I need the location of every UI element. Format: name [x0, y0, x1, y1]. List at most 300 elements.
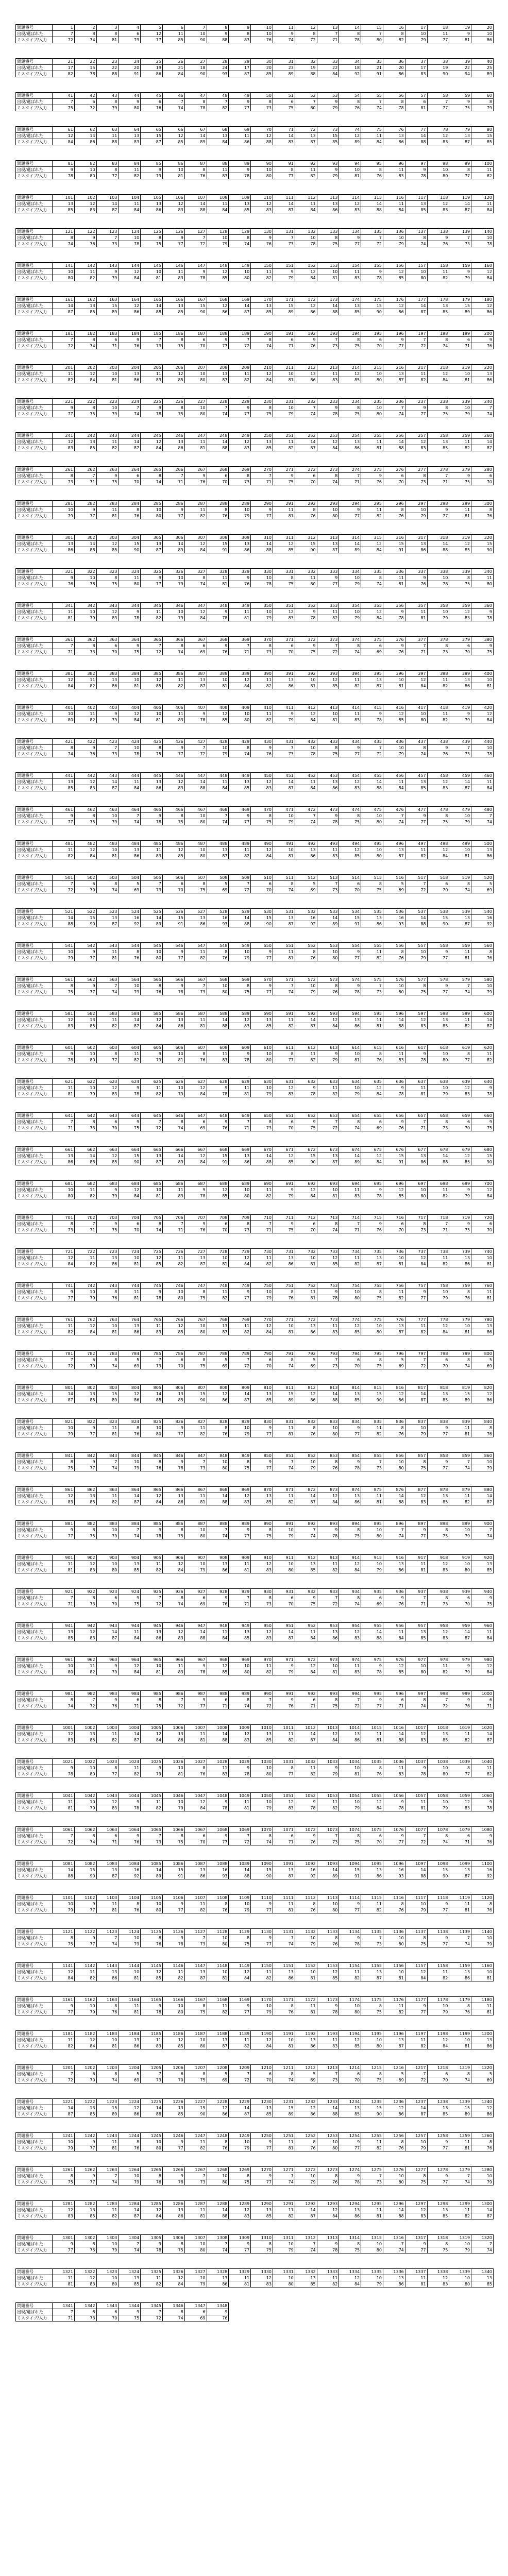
- value-cell: 73: [141, 1363, 163, 1369]
- value-cell: 121: [53, 229, 75, 235]
- value-cell: 99: [449, 161, 471, 167]
- value-cell: 267: [184, 467, 207, 473]
- value-cell: 852: [295, 1453, 317, 1459]
- value-cell: 42: [74, 93, 96, 99]
- value-cell: 79: [273, 819, 295, 825]
- value-cell: 12: [295, 303, 317, 309]
- value-cell: 72: [317, 1125, 339, 1131]
- value-cell: 76: [471, 1839, 494, 1845]
- value-cell: 12: [53, 1017, 75, 1023]
- value-cell: 86: [471, 2043, 494, 2049]
- value-cell: 84: [74, 853, 96, 859]
- value-cell: 71: [251, 1227, 273, 1233]
- value-cell: 661: [53, 1147, 75, 1153]
- value-cell: 82: [449, 1023, 471, 1029]
- value-cell: 1058: [427, 1793, 449, 1799]
- value-cell: 9: [427, 2139, 449, 2145]
- value-cell: 749: [229, 1283, 251, 1289]
- value-cell: 85: [339, 309, 361, 315]
- value-cell: 8: [96, 2003, 118, 2009]
- value-cell: 1002: [74, 1725, 96, 1731]
- value-cell: 84: [361, 615, 383, 621]
- data-block: [15, 534, 494, 553]
- value-cell: 613: [317, 1045, 339, 1051]
- value-cell: 71: [405, 649, 427, 655]
- value-cell: 84: [229, 683, 251, 689]
- row-label: 出現/選ばれた: [16, 201, 53, 207]
- value-cell: 956: [383, 1623, 405, 1629]
- value-cell: 10: [295, 2173, 317, 2179]
- value-cell: 11: [141, 1561, 163, 1567]
- value-cell: 74: [118, 819, 141, 825]
- value-cell: 693: [317, 1181, 339, 1187]
- value-cell: 6: [207, 473, 229, 479]
- value-cell: 10: [339, 1765, 361, 1771]
- value-cell: 86: [162, 445, 184, 451]
- value-cell: 74: [383, 1533, 405, 1539]
- value-cell: 81: [96, 2043, 118, 2049]
- value-cell: 11: [449, 2139, 471, 2145]
- value-cell: 87: [53, 309, 75, 315]
- value-cell: 9: [449, 1663, 471, 1669]
- value-cell: 694: [339, 1181, 361, 1187]
- value-cell: 81: [118, 1261, 141, 1267]
- value-cell: 623: [96, 1079, 118, 1085]
- value-cell: 444: [118, 773, 141, 779]
- value-cell: 10: [295, 1969, 317, 1975]
- value-cell: 575: [361, 977, 383, 983]
- row-label: ミスタイプ/入力: [16, 1465, 53, 1471]
- value-cell: 81: [96, 1907, 118, 1913]
- value-cell: 1087: [184, 1861, 207, 1867]
- value-cell: 827: [184, 1419, 207, 1425]
- number-row: [16, 875, 494, 881]
- value-cell: 78: [317, 819, 339, 825]
- value-cell: 77: [405, 819, 427, 825]
- value-cell: 8: [449, 575, 471, 581]
- count-row: [16, 677, 494, 683]
- value-cell: 434: [339, 739, 361, 745]
- value-cell: 9: [53, 1051, 75, 1057]
- value-cell: 905: [141, 1555, 163, 1561]
- value-cell: 1068: [207, 1827, 229, 1833]
- value-cell: 74: [339, 1601, 361, 1607]
- value-cell: 85: [405, 1635, 427, 1641]
- value-cell: 79: [295, 1465, 317, 1471]
- value-cell: 347: [184, 603, 207, 609]
- value-cell: 16: [383, 1867, 405, 1873]
- value-cell: 80: [361, 819, 383, 825]
- value-cell: 10: [207, 677, 229, 683]
- value-cell: 9: [251, 2139, 273, 2145]
- value-cell: 81: [405, 1091, 427, 1097]
- value-cell: 29: [229, 59, 251, 65]
- value-cell: 77: [251, 513, 273, 519]
- value-cell: 13: [251, 1391, 273, 1397]
- value-cell: 1253: [317, 2133, 339, 2139]
- value-cell: 82: [471, 1771, 494, 1777]
- value-cell: 9: [317, 2241, 339, 2247]
- value-cell: 10: [471, 677, 494, 683]
- value-cell: 81: [295, 1975, 317, 1981]
- row-label: ミスタイプ/入力: [16, 717, 53, 723]
- value-cell: 10: [361, 1323, 383, 1329]
- row-label: ミスタイプ/入力: [16, 513, 53, 519]
- value-cell: 894: [339, 1521, 361, 1527]
- row-label: 問題番号: [16, 603, 53, 609]
- value-cell: 128: [207, 229, 229, 235]
- value-cell: 83: [317, 1329, 339, 1335]
- value-cell: 506: [162, 875, 184, 881]
- row-label: ミスタイプ/入力: [16, 1159, 53, 1165]
- count-row: [16, 2207, 494, 2213]
- value-cell: 278: [427, 467, 449, 473]
- value-cell: 78: [207, 1091, 229, 1097]
- value-cell: 160: [471, 263, 494, 269]
- value-cell: 97: [405, 161, 427, 167]
- value-cell: 88: [383, 1023, 405, 1029]
- value-cell: 89: [141, 921, 163, 927]
- value-cell: 9: [53, 1527, 75, 1533]
- value-cell: 84: [361, 547, 383, 553]
- value-cell: 89: [471, 71, 494, 77]
- value-cell: 85: [229, 207, 251, 213]
- value-cell: 12: [118, 2105, 141, 2111]
- value-cell: 1217: [405, 2065, 427, 2071]
- value-cell: 1001: [53, 1725, 75, 1731]
- value-cell: 637: [405, 1079, 427, 1085]
- block-spacer: [15, 1267, 495, 1282]
- value-cell: 577: [405, 977, 427, 983]
- value-cell: 1008: [207, 1725, 229, 1731]
- value-cell: 9: [339, 2173, 361, 2179]
- value-cell: 216: [383, 365, 405, 371]
- value-cell: 166: [162, 297, 184, 303]
- count-row: [16, 133, 494, 139]
- value-cell: 90: [361, 309, 383, 315]
- value-cell: 536: [383, 909, 405, 915]
- value-cell: 10: [141, 1663, 163, 1669]
- count-row: [16, 1425, 494, 1431]
- data-block: [15, 2064, 494, 2083]
- percent-row: [16, 1975, 494, 1981]
- value-cell: 8: [471, 949, 494, 955]
- value-cell: 920: [471, 1555, 494, 1561]
- value-cell: 14: [118, 439, 141, 445]
- value-cell: 82: [184, 1907, 207, 1913]
- value-cell: 69: [184, 1125, 207, 1131]
- value-cell: 12: [383, 269, 405, 275]
- value-cell: 83: [162, 275, 184, 281]
- value-cell: 83: [405, 1737, 427, 1743]
- value-cell: 9: [53, 405, 75, 411]
- value-cell: 77: [162, 1907, 184, 1913]
- value-cell: 8: [229, 31, 251, 37]
- value-cell: 851: [273, 1453, 295, 1459]
- value-cell: 544: [118, 943, 141, 949]
- value-cell: 79: [207, 241, 229, 247]
- value-cell: 884: [118, 1521, 141, 1527]
- value-cell: 748: [207, 1283, 229, 1289]
- block-spacer: [15, 2117, 495, 2132]
- value-cell: 9: [361, 269, 383, 275]
- value-cell: 12: [405, 1493, 427, 1499]
- value-cell: 1261: [53, 2167, 75, 2173]
- value-cell: 364: [118, 637, 141, 643]
- value-cell: 1064: [118, 1827, 141, 1833]
- value-cell: 1067: [184, 1827, 207, 1833]
- value-cell: 1118: [427, 1895, 449, 1901]
- value-cell: 79: [405, 513, 427, 519]
- value-cell: 12: [96, 609, 118, 615]
- percent-row: [16, 71, 494, 77]
- value-cell: 11: [295, 167, 317, 173]
- value-cell: 13: [339, 439, 361, 445]
- value-cell: 13: [74, 1017, 96, 1023]
- row-label: 出現/選ばれた: [16, 609, 53, 615]
- value-cell: 69: [471, 887, 494, 893]
- value-cell: 76: [317, 1465, 339, 1471]
- value-cell: 1108: [207, 1895, 229, 1901]
- value-cell: 10: [251, 1085, 273, 1091]
- value-cell: 10: [405, 2139, 427, 2145]
- value-cell: 13: [184, 1255, 207, 1261]
- count-row: [16, 1153, 494, 1159]
- value-cell: 86: [184, 921, 207, 927]
- value-cell: 80: [317, 1431, 339, 1437]
- value-cell: 80: [141, 513, 163, 519]
- value-cell: 13: [273, 1969, 295, 1975]
- value-cell: 708: [207, 1215, 229, 1221]
- value-cell: 1136: [383, 1929, 405, 1935]
- value-cell: 7: [96, 983, 118, 989]
- count-row: [16, 439, 494, 445]
- value-cell: 9: [118, 1119, 141, 1125]
- value-cell: 899: [449, 1521, 471, 1527]
- value-cell: 460: [471, 773, 494, 779]
- value-cell: 1009: [229, 1725, 251, 1731]
- value-cell: 83: [53, 1737, 75, 1743]
- value-cell: 10: [207, 983, 229, 989]
- row-label: 出現/選ばれた: [16, 507, 53, 513]
- value-cell: 85: [251, 445, 273, 451]
- value-cell: 10: [383, 745, 405, 751]
- value-cell: 69: [184, 1601, 207, 1607]
- count-row: [16, 235, 494, 241]
- value-cell: 9: [229, 167, 251, 173]
- value-cell: 258: [427, 433, 449, 439]
- value-cell: 13: [317, 779, 339, 785]
- value-cell: 78: [317, 1295, 339, 1301]
- value-cell: 1078: [427, 1827, 449, 1833]
- value-cell: 84: [207, 207, 229, 213]
- value-cell: 177: [405, 297, 427, 303]
- value-cell: 709: [229, 1215, 251, 1221]
- value-cell: 250: [251, 433, 273, 439]
- row-label: ミスタイプ/入力: [16, 1533, 53, 1539]
- value-cell: 73: [273, 751, 295, 757]
- value-cell: 1057: [405, 1793, 427, 1799]
- value-cell: 74: [184, 581, 207, 587]
- number-row: [16, 2031, 494, 2037]
- value-cell: 11: [471, 1765, 494, 1771]
- value-cell: 10: [74, 1765, 96, 1771]
- data-block: [15, 670, 494, 689]
- count-row: [16, 1561, 494, 1567]
- value-cell: 8: [96, 167, 118, 173]
- value-cell: 85: [162, 1397, 184, 1403]
- value-cell: 13: [184, 915, 207, 921]
- value-cell: 1285: [141, 2201, 163, 2207]
- value-cell: 84: [317, 1499, 339, 1505]
- value-cell: 976: [383, 1657, 405, 1663]
- value-cell: 69: [471, 1363, 494, 1369]
- value-cell: 596: [383, 1011, 405, 1017]
- value-cell: 9: [53, 2003, 75, 2009]
- value-cell: 86: [118, 2043, 141, 2049]
- value-cell: 82: [449, 1499, 471, 1505]
- value-cell: 13: [361, 677, 383, 683]
- value-cell: 1093: [317, 1861, 339, 1867]
- value-cell: 7: [427, 1697, 449, 1703]
- value-cell: 84: [141, 2213, 163, 2219]
- value-cell: 83: [74, 1635, 96, 1641]
- value-cell: 9: [339, 507, 361, 513]
- value-cell: 80: [295, 105, 317, 111]
- value-cell: 314: [339, 535, 361, 541]
- value-cell: 720: [471, 1215, 494, 1221]
- value-cell: 74: [339, 649, 361, 655]
- value-cell: 87: [295, 445, 317, 451]
- value-cell: 74: [405, 1703, 427, 1709]
- value-cell: 1112: [295, 1895, 317, 1901]
- value-cell: 85: [427, 1737, 449, 1743]
- value-cell: 8: [295, 31, 317, 37]
- value-cell: 86: [383, 71, 405, 77]
- value-cell: 83: [53, 445, 75, 451]
- value-cell: 220: [471, 365, 494, 371]
- value-cell: 77: [251, 2145, 273, 2151]
- value-cell: 75: [96, 581, 118, 587]
- value-cell: 593: [317, 1011, 339, 1017]
- value-cell: 262: [74, 467, 96, 473]
- value-cell: 12: [273, 1085, 295, 1091]
- value-cell: 88: [207, 2213, 229, 2219]
- value-cell: 771: [273, 1317, 295, 1323]
- value-cell: 77: [74, 2145, 96, 2151]
- value-cell: 342: [74, 603, 96, 609]
- data-block: [15, 1248, 494, 1267]
- value-cell: 75: [361, 2077, 383, 2083]
- value-cell: 247: [184, 433, 207, 439]
- row-label: 出現/選ばれた: [16, 1595, 53, 1601]
- value-cell: 1022: [74, 1759, 96, 1765]
- row-label: 問題番号: [16, 637, 53, 643]
- value-cell: 1096: [383, 1861, 405, 1867]
- value-cell: 11: [471, 201, 494, 207]
- value-cell: 79: [162, 615, 184, 621]
- value-cell: 6: [361, 1119, 383, 1125]
- value-cell: 90: [118, 547, 141, 553]
- value-cell: 85: [53, 785, 75, 791]
- percent-row: [16, 649, 494, 655]
- value-cell: 85: [449, 547, 471, 553]
- value-cell: 759: [449, 1283, 471, 1289]
- block-spacer: [15, 1879, 495, 1894]
- value-cell: 40: [471, 59, 494, 65]
- number-row: [16, 1861, 494, 1867]
- value-cell: 8: [405, 235, 427, 241]
- value-cell: 85: [317, 1975, 339, 1981]
- value-cell: 8: [273, 2071, 295, 2077]
- value-cell: 1265: [141, 2167, 163, 2173]
- value-cell: 16: [118, 915, 141, 921]
- value-cell: 10: [317, 1187, 339, 1193]
- value-cell: 10: [339, 609, 361, 615]
- value-cell: 19: [141, 65, 163, 71]
- value-cell: 1300: [471, 2201, 494, 2207]
- value-cell: 15: [339, 1867, 361, 1873]
- value-cell: 981: [53, 1691, 75, 1697]
- value-cell: 81: [449, 1907, 471, 1913]
- value-cell: 6: [74, 2071, 96, 2077]
- value-cell: 76: [184, 1771, 207, 1777]
- value-cell: 744: [118, 1283, 141, 1289]
- percent-row: [16, 1737, 494, 1743]
- value-cell: 12: [118, 303, 141, 309]
- value-cell: 614: [339, 1045, 361, 1051]
- value-cell: 803: [96, 1385, 118, 1391]
- value-cell: 786: [162, 1351, 184, 1357]
- value-cell: 78: [229, 173, 251, 179]
- value-cell: 79: [74, 2009, 96, 2015]
- value-cell: 842: [74, 1453, 96, 1459]
- value-cell: 447: [184, 773, 207, 779]
- value-cell: 10: [96, 405, 118, 411]
- value-cell: 10: [74, 1799, 96, 1805]
- value-cell: 9: [118, 1595, 141, 1601]
- value-cell: 11: [449, 1425, 471, 1431]
- row-label: ミスタイプ/入力: [16, 1329, 53, 1335]
- value-cell: 9: [118, 1799, 141, 1805]
- value-cell: 245: [141, 433, 163, 439]
- value-cell: 71: [53, 649, 75, 655]
- value-cell: 84: [251, 853, 273, 859]
- value-cell: 85: [471, 1567, 494, 1573]
- value-cell: 11: [317, 1561, 339, 1567]
- value-cell: 385: [141, 671, 163, 677]
- value-cell: 12: [471, 1391, 494, 1397]
- value-cell: 1215: [361, 2065, 383, 2071]
- value-cell: 670: [251, 1147, 273, 1153]
- value-cell: 117: [405, 195, 427, 201]
- value-cell: 11: [184, 1017, 207, 1023]
- value-cell: 9: [361, 1221, 383, 1227]
- value-cell: 13: [118, 371, 141, 377]
- value-cell: 172: [295, 297, 317, 303]
- value-cell: 12: [317, 1731, 339, 1737]
- value-cell: 9: [207, 337, 229, 343]
- data-block: [15, 500, 494, 519]
- empty-cell: [273, 2309, 295, 2315]
- value-cell: 1168: [207, 1997, 229, 2003]
- value-cell: 81: [184, 445, 207, 451]
- value-cell: 898: [427, 1521, 449, 1527]
- value-cell: 811: [273, 1385, 295, 1391]
- value-cell: 84: [184, 1159, 207, 1165]
- value-cell: 20: [383, 65, 405, 71]
- value-cell: 14: [405, 133, 427, 139]
